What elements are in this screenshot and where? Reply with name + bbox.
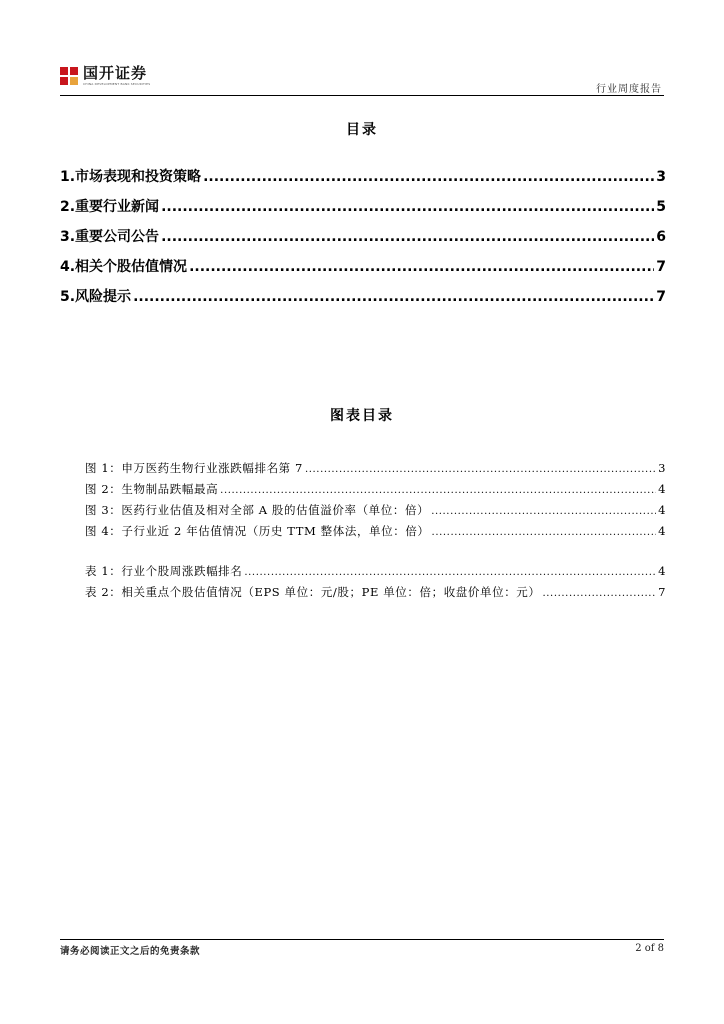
toc-entry[interactable] — [60, 196, 666, 226]
figure-leader — [220, 485, 656, 496]
figure-entry-label: 图 1：申万医药生物行业涨跌幅排名第 7 — [85, 461, 303, 475]
logo-mark-icon — [60, 67, 78, 85]
report-type: 行业周度报告 — [596, 84, 662, 95]
table-leader — [244, 567, 656, 578]
table-entry[interactable] — [85, 584, 666, 605]
header-divider — [60, 95, 664, 96]
toc-entry-label: 4.相关个股估值情况 — [60, 259, 188, 275]
figure-entry-page: 4 — [658, 503, 666, 517]
toc-entry[interactable] — [60, 226, 666, 256]
toc-entry[interactable] — [60, 256, 666, 286]
toc-entry-label: 3.重要公司公告 — [60, 229, 160, 245]
figure-entry[interactable] — [85, 460, 666, 481]
toc-list — [60, 166, 666, 316]
figure-entry-page: 4 — [658, 482, 666, 496]
toc-leader — [189, 259, 654, 275]
toc-entry-page: 7 — [656, 259, 666, 275]
toc-entry-page: 3 — [656, 169, 666, 185]
figure-leader — [305, 464, 656, 475]
tables-list — [85, 563, 666, 605]
toc-entry-label: 5.风险提示 — [60, 289, 132, 305]
figure-leader — [431, 506, 656, 517]
company-logo — [60, 65, 150, 87]
footer-divider — [60, 939, 664, 940]
toc-entry-page: 5 — [656, 199, 666, 215]
table-entry-page: 4 — [658, 564, 666, 578]
toc-entry[interactable] — [60, 286, 666, 316]
toc-leader — [203, 169, 654, 185]
toc-leader — [161, 199, 654, 215]
toc-leader — [133, 289, 654, 305]
table-leader — [543, 588, 657, 599]
figure-entry-page: 3 — [658, 461, 666, 475]
toc-entry-label: 1.市场表现和投资策略 — [60, 169, 202, 185]
table-entry[interactable] — [85, 563, 666, 584]
toc-entry-page: 7 — [656, 289, 666, 305]
toc-title: 目录 — [346, 122, 378, 138]
figures-toc-title: 图表目录 — [330, 408, 394, 424]
toc-entry[interactable] — [60, 166, 666, 196]
figure-entry-label: 图 4：子行业近 2 年估值情况（历史 TTM 整体法，单位：倍） — [85, 524, 430, 538]
figure-entry[interactable] — [85, 481, 666, 502]
logo-text: 国开证券 — [83, 64, 148, 82]
figure-entry[interactable] — [85, 502, 666, 523]
figure-leader — [432, 527, 657, 538]
figure-entry-page: 4 — [658, 524, 666, 538]
table-entry-label: 表 1：行业个股周涨跌幅排名 — [85, 564, 243, 578]
figures-list — [85, 460, 666, 544]
toc-entry-page: 6 — [656, 229, 666, 245]
footer-disclaimer: 请务必阅读正文之后的免责条款 — [60, 946, 201, 957]
toc-entry-label: 2.重要行业新闻 — [60, 199, 160, 215]
logo-subtext: CHINA DEVELOPMENT BANK SECURITIES — [83, 82, 151, 86]
figure-entry-label: 图 3：医药行业估值及相对全部 A 股的估值溢价率（单位：倍） — [85, 503, 430, 517]
figure-entry[interactable] — [85, 523, 666, 544]
table-entry-label: 表 2：相关重点个股估值情况（EPS 单位：元/股；PE 单位：倍；收盘价单位：元） — [85, 585, 541, 599]
toc-leader — [161, 229, 654, 245]
table-entry-page: 7 — [658, 585, 666, 599]
figure-entry-label: 图 2：生物制品跌幅最高 — [85, 482, 219, 496]
page-indicator: 2 of 8 — [635, 943, 664, 954]
